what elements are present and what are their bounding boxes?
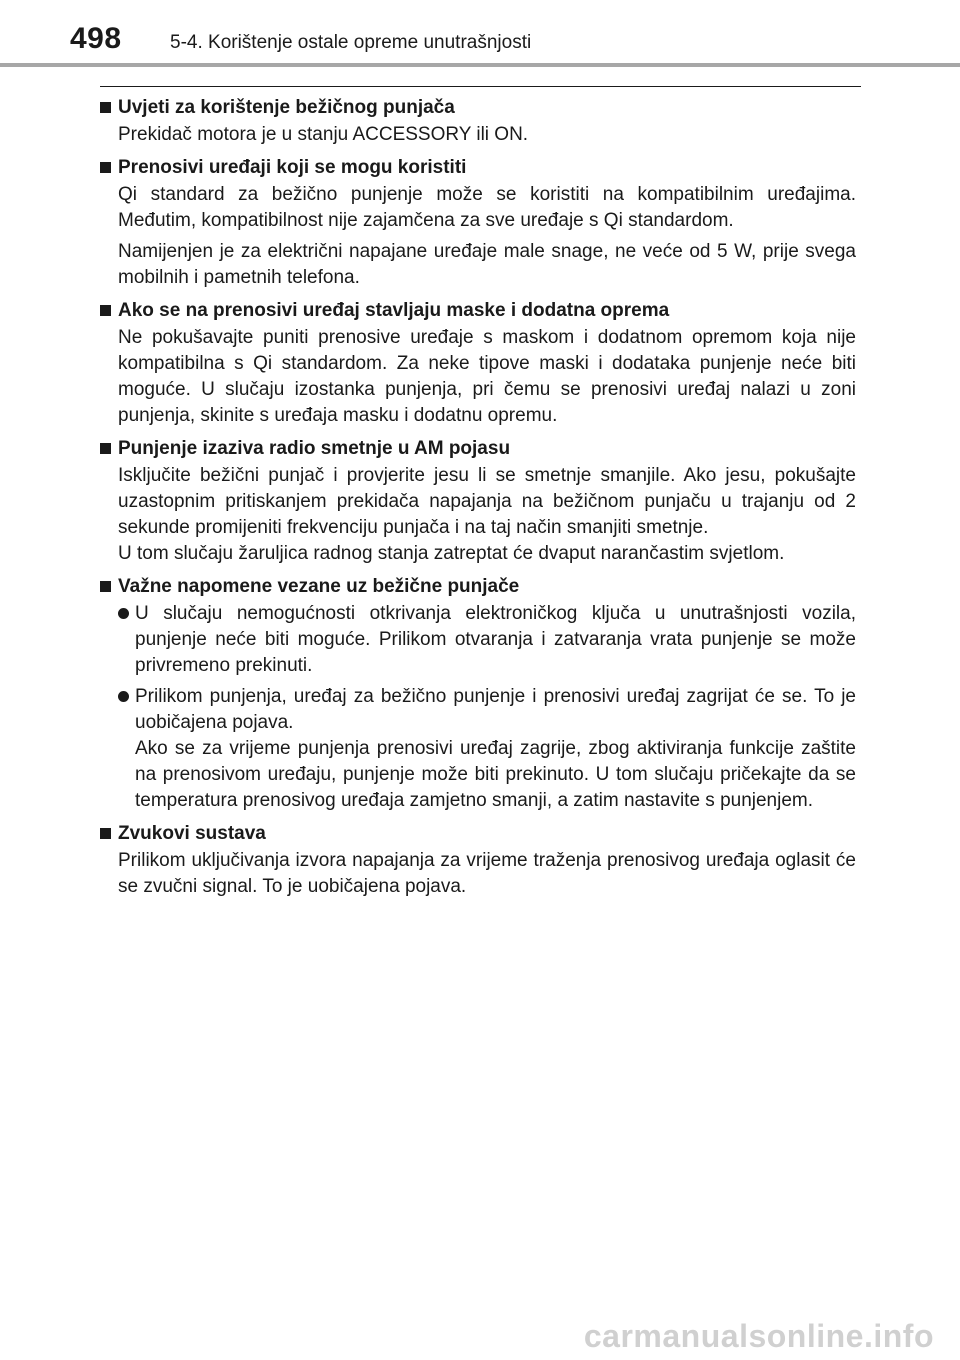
paragraph: Prekidač motora je u stanju ACCESSORY ili ON.	[118, 124, 529, 145]
square-bullet-icon	[100, 102, 111, 113]
square-bullet-icon	[100, 305, 111, 316]
section-system-sounds	[98, 821, 856, 900]
section-heading: Uvjeti za korištenje bežičnog punjača	[118, 97, 455, 118]
paragraph: Prilikom uključivanja izvora napajanja za vrijeme traženja prenosivog uređaja oglasit će se zvučni signal. To je uobičajena pojava.	[118, 850, 856, 897]
section-important-notes	[98, 574, 856, 814]
section-supported-devices	[98, 155, 856, 291]
section-heading: Punjenje izaziva radio smetnje u AM pojasu	[118, 438, 511, 459]
page-number: 498	[70, 22, 122, 55]
watermark: carmanualsonline.info	[583, 1318, 934, 1354]
paragraph-line: Isključite bežični punjač i provjerite jesu li se smetnje smanjile. Ako jesu, pokušajte uzastopnim pritiskanjem prekidača napajanja na bežičnom punjaču u trajanju od 2 sekunde promijeniti frekvenciju punjača i na taj način smanjiti smetnje.	[118, 465, 856, 538]
square-bullet-icon	[100, 828, 111, 839]
paragraph: Qi standard za bežično punjenje može se koristiti na kompatibilnim uređajima. Međutim, kompatibilnost nije zajamčena za sve uređaje s Qi standardom.	[118, 184, 856, 231]
list-item-text: Ako se za vrijeme punjenja prenosivi uređaj zagrije, zbog aktiviranja funkcije zaštite na prenosivom uređaju, punjenje može biti prekinuto. U tom slučaju pričekajte da se temperatura prenosivog uređaja zamjetno smanji, a zatim nastavite s punjenjem.	[135, 738, 856, 811]
section-heading: Prenosivi uređaji koji se mogu koristiti	[118, 157, 467, 178]
square-bullet-icon	[100, 581, 111, 592]
round-bullet-icon	[118, 608, 129, 619]
list-item-text: Prilikom punjenja, uređaj za bežično punjenje i prenosivi uređaj zagrijat će se. To je uobičajena pojava.	[135, 686, 856, 733]
section-cases-accessories	[98, 298, 856, 429]
paragraph: Ne pokušavajte puniti prenosive uređaje s maskom i dodatnom opremom koja nije kompatibilna s Qi standardom. Za neke tipove maski i dodataka punjenje neće biti moguće. U slučaju izostanka punjenja, pri čemu se prenosivi uređaj nalazi u zoni punjenja, skinite s uređaja masku i dodatnu opremu.	[118, 327, 856, 426]
section-heading: Ako se na prenosivi uređaj stavljaju maske i dodatna oprema	[118, 300, 670, 321]
content-top-rule	[100, 86, 861, 87]
square-bullet-icon	[100, 162, 111, 173]
section-am-radio-interference	[98, 436, 856, 567]
list-item-text: U slučaju nemogućnosti otkrivanja elektroničkog ključa u unutrašnjosti vozila, punjenje neće biti moguće. Prilikom otvaranja i zatvaranja vrata punjenje se može privremeno prekinuti.	[135, 603, 856, 676]
section-heading: Zvukovi sustava	[118, 823, 266, 844]
running-head: 5-4. Korištenje ostale opreme unutrašnjosti	[170, 32, 532, 53]
square-bullet-icon	[100, 443, 111, 454]
list-item	[98, 684, 856, 814]
header-rule	[0, 63, 960, 67]
paragraph: Namijenjen je za električni napajane uređaje male snage, ne veće od 5 W, prije svega mobilnih i pametnih telefona.	[118, 241, 856, 288]
section-heading: Važne napomene vezane uz bežične punjače	[118, 576, 520, 597]
list-item	[98, 601, 856, 679]
round-bullet-icon	[118, 691, 129, 702]
page-content	[98, 95, 856, 907]
paragraph-line: U tom slučaju žaruljica radnog stanja zatreptat će dvaput narančastim svjetlom.	[118, 543, 785, 564]
section-wireless-charger-conditions	[98, 95, 856, 148]
